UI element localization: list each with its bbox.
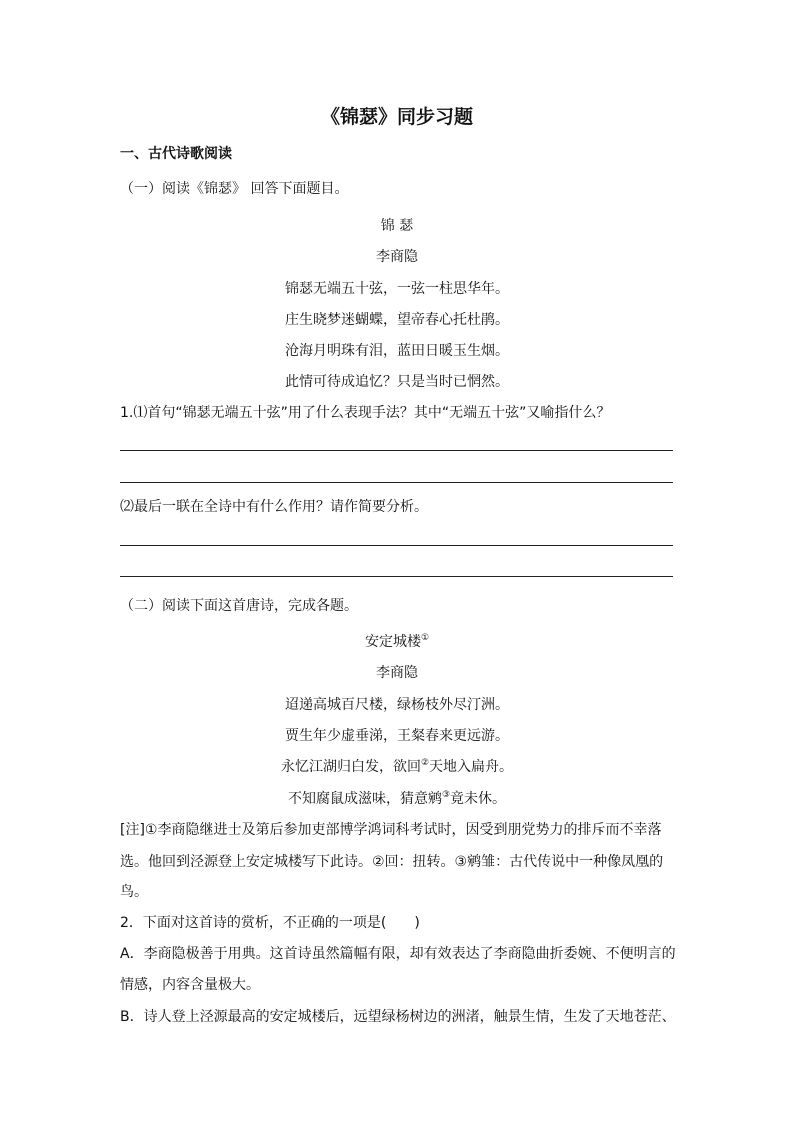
footnote-marker: ③ [441,790,451,800]
poem1-author: 李商隐 [376,249,418,265]
annotation-note: 选。他回到泾源登上安定城楼写下此诗。②回：扭转。③鹓雏：古代传说中一种像凤凰的 [120,854,664,870]
answer-line [120,576,673,577]
poem1-line: 此情可待成追忆？只是当时已惘然。 [285,374,509,390]
poem2-line: 迢递高城百尺楼，绿杨枝外尽汀洲。 [285,697,509,713]
poem2-line: 永忆江湖归白发，欲回②天地入扁舟。 [280,758,514,775]
option-a: A．李商隐极善于用典。这首诗虽然篇幅有限，却有效表达了李商隐曲折委婉、不便明言的 [120,946,676,962]
annotation-note: 鸟。 [120,884,148,900]
question-2: 2．下面对这首诗的赏析，不正确的一项是( ) [120,915,420,931]
poem1-title: 锦 瑟 [380,218,414,234]
question-1a: 1.⑴首句“锦瑟无端五十弦”用了什么表现手法？其中“无端五十弦”又喻指什么？ [120,405,611,421]
question-1b: ⑵最后一联在全诗中有什么作用？请作简要分析。 [120,499,428,515]
footnote-marker: ① [420,633,430,643]
annotation-note: [注]①李商隐继进士及第后参加吏部博学鸿词科考试时，因受到朋党势力的排斥而不幸落 [120,822,662,838]
poem1-line: 庄生晓梦迷蝴蝶，望帝春心托杜鹃。 [285,312,509,328]
poem2-author: 李商隐 [376,665,418,681]
document-title: 《锦瑟》同步习题 [320,106,473,128]
footnote-marker: ② [420,758,430,768]
answer-line [120,482,673,483]
answer-line [120,545,673,546]
poem2-line: 贾生年少虚垂涕，王粲春来更远游。 [285,728,509,744]
poem2-title: 安定城楼① [364,633,430,650]
option-b: B．诗人登上泾源最高的安定城楼后，远望绿杨树边的洲渚，触景生情，生发了天地苍茫、 [120,1009,676,1025]
poem1-line: 沧海月明珠有泪，蓝田日暖玉生烟。 [285,343,509,359]
part2-instruction: （二）阅读下面这首唐诗，完成各题。 [120,598,358,614]
part1-instruction: （一）阅读《锦瑟》 回答下面题目。 [120,181,349,197]
section-heading: 一、古代诗歌阅读 [120,146,232,162]
poem1-line: 锦瑟无端五十弦，一弦一柱思华年。 [285,281,509,297]
poem2-line: 不知腐鼠成滋味，猜意鹓③竟未休。 [287,790,507,807]
option-a: 情感，内容含量极大。 [120,977,260,993]
answer-line [120,450,673,451]
